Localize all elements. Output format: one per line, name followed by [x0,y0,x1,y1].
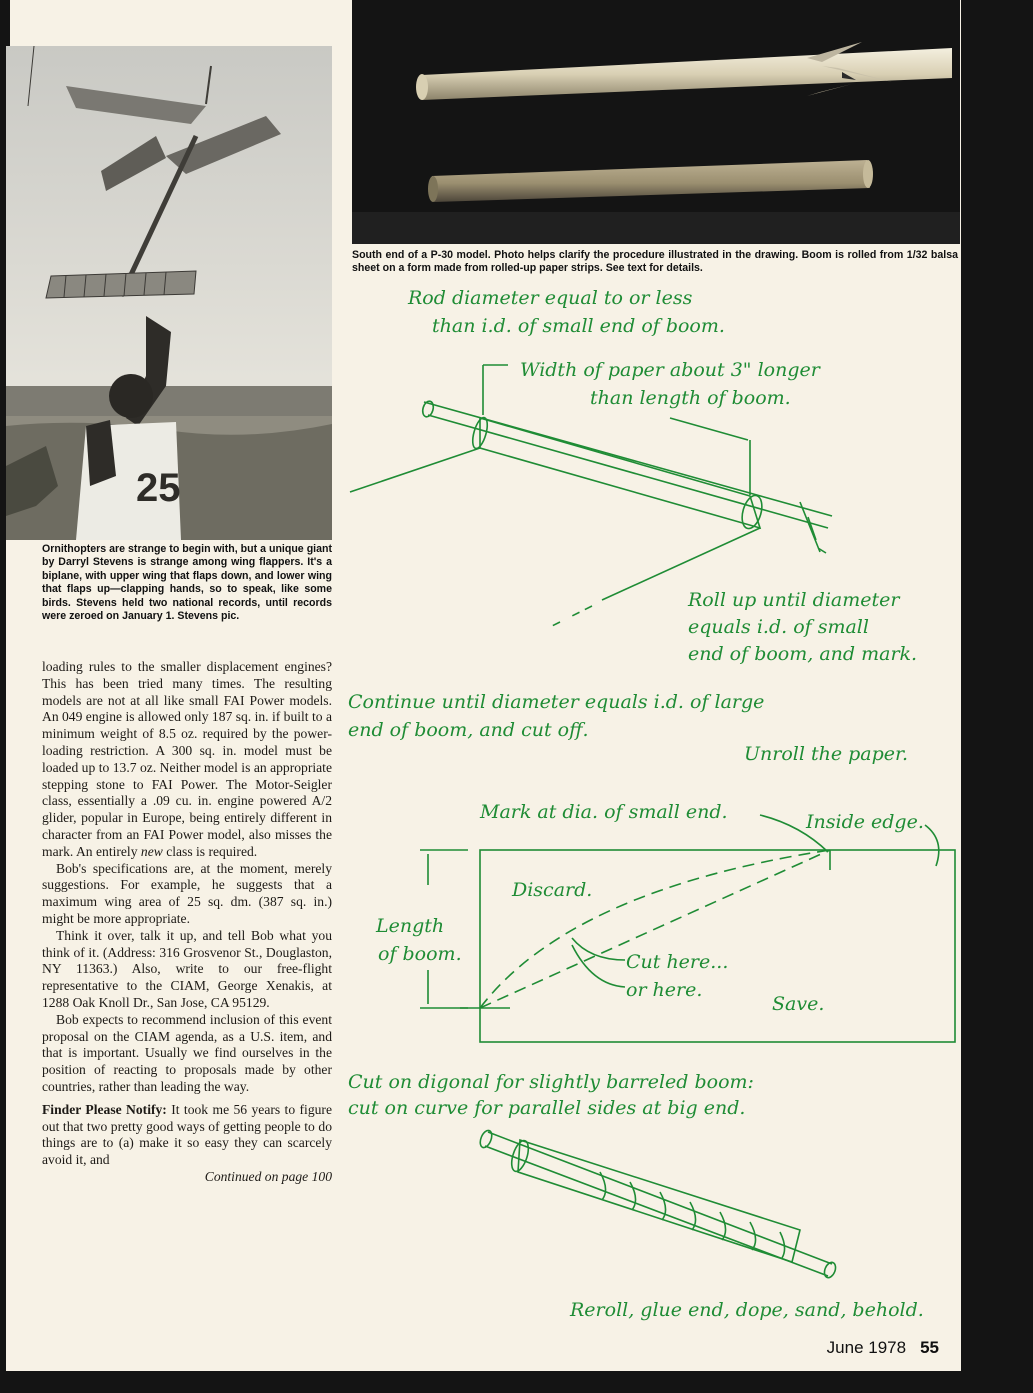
svg-text:25: 25 [136,466,181,510]
label-paper-width-1: Width of paper about 3" longer [520,359,820,381]
scan-border-bottom [0,1371,1033,1393]
reroll-rod-tip [822,1261,837,1280]
label-or-here: or here. [626,979,703,1001]
paragraph-1-end: class is required. [162,843,258,859]
ornithopter-photo [6,46,332,540]
label-length-2: of boom. [378,943,462,965]
paragraph-5-text: It took me 56 years to figure out that two pretty good ways of getting people to do things are to (a) make it so easy they can scarcely avoid it, and [42,1101,332,1168]
width-dimension-left [483,365,508,415]
label-unroll: Unroll the paper. [744,743,909,765]
article-paragraph-5 [42,1102,332,1169]
label-discard: Discard. [512,879,593,901]
label-reroll: Reroll, glue end, dope, sand, behold. [570,1299,924,1321]
reroll-rod [485,1132,832,1276]
label-save: Save. [772,993,825,1015]
issue-date: June 1978 [826,1338,907,1357]
article-paragraph-2: Bob's specifications are, at the moment, merely suggestions. For example, he suggests that a maximum wing area of 25 sq. dm. (387 sq. in.) might be more appropriate. [42,860,332,926]
reroll-rod-end [478,1129,494,1149]
label-mark-small-end: Mark at dia. of small end. [480,801,728,823]
label-continue-1: Continue until diameter equals i.d. of large [348,691,765,713]
paragraph-1-text: loading rules to the smaller displacement engines? This has been tried many times. The resulting models are not at all like small FAI Power models. An 049 engine is allowed only 187 sq. in. if built to a minimum weight of 8.5 oz. required by the power-loading restriction. A 300 sq. in. model must be loaded up to 13.7 oz. Neither model is an appropriate stepping stone to FAI Power. The Motor-Seigler class, essentially a .09 cu. in. engine powered A/2 glider, popular in Europe, being entirely different in character from an FAI Power model, also misses the mark. An entirely [42,659,332,859]
paper-sheet-upper-edge [350,448,480,492]
page-footer [827,1338,939,1358]
ornithopter-photo-image [6,46,332,540]
scan-border-corner [0,0,10,46]
article-paragraph-3: Think it over, talk it up, and tell Bob what you think of it. (Address: 316 Grosvenor St., Douglaston, NY 11363.) Also, write to our free-flight representative to the CIAM, George Xenakis, at 1288 Oak Knoll Dr., San Jose, CA 95129. [42,927,332,1010]
label-diagonal-1: Cut on digonal for slightly barreled boom: [348,1071,754,1093]
article-paragraph-1 [42,659,332,861]
label-inside-edge: Inside edge. [806,811,924,833]
boom-rolling-diagram [340,270,960,1340]
rerolled-boom [518,1140,800,1262]
diameter-mark [800,502,826,553]
article-paragraph-4: Bob expects to recommend inclusion of this event proposal on the CIAM agenda, as a U.S. item, and that is important. Usually we find ourselves in the position of reacting to proposals made by other countries, rather than leading the way. [42,1011,332,1094]
boom-photo-image [352,0,960,244]
label-paper-width-2: than length of boom. [590,387,791,409]
rolled-paper [480,418,760,528]
or-here-leader [572,945,625,987]
cut-here-leader [572,938,625,960]
page-number: 55 [920,1338,939,1357]
finder-please-notify-heading: Finder Please Notify: [42,1101,167,1117]
label-continue-2: end of boom, and cut off. [348,719,589,741]
scan-border-right [961,0,1033,1393]
inside-edge-leader [925,825,939,866]
label-rod-diameter-2: than i.d. of small end of boom. [432,315,725,337]
label-cut-here: Cut here... [626,951,729,973]
label-rod-diameter-1: Rod diameter equal to or less [408,287,693,309]
diagram-labels [348,287,924,1321]
label-diagonal-2: cut on curve for parallel sides at big end. [348,1097,746,1119]
article-column [42,659,332,1186]
label-roll-up-1: Roll up until diameter [688,589,900,611]
boom-photo [352,0,960,244]
continued-link[interactable]: Continued on page 100 [204,1168,332,1184]
rod-upper-edge [428,415,828,528]
width-dimension-right [670,418,750,495]
paragraph-1-emphasis: new [140,843,163,859]
boom-photo-caption: South end of a P-30 model. Photo helps clarify the procedure illustrated in the drawing. Boom is rolled from 1/32 balsa sheet on a form made from rolled-up paper strips. See text for details. [352,249,958,275]
label-roll-up-3: end of boom, and mark. [688,643,918,665]
label-length-1: Length [376,915,445,937]
ornithopter-photo-caption: Ornithopters are strange to begin with, but a unique giant by Darryl Stevens is strange among wing flappers. It's a biplane, with upper wing that flaps down, and lower wing that flaps up—clapping hands, so to speak, like some birds. Stevens held two national records, until records were zeroed on January 1. Stevens pic. [42,543,332,623]
paper-sheet-dashed-edge [548,606,592,628]
label-roll-up-2: equals i.d. of small [688,616,869,638]
